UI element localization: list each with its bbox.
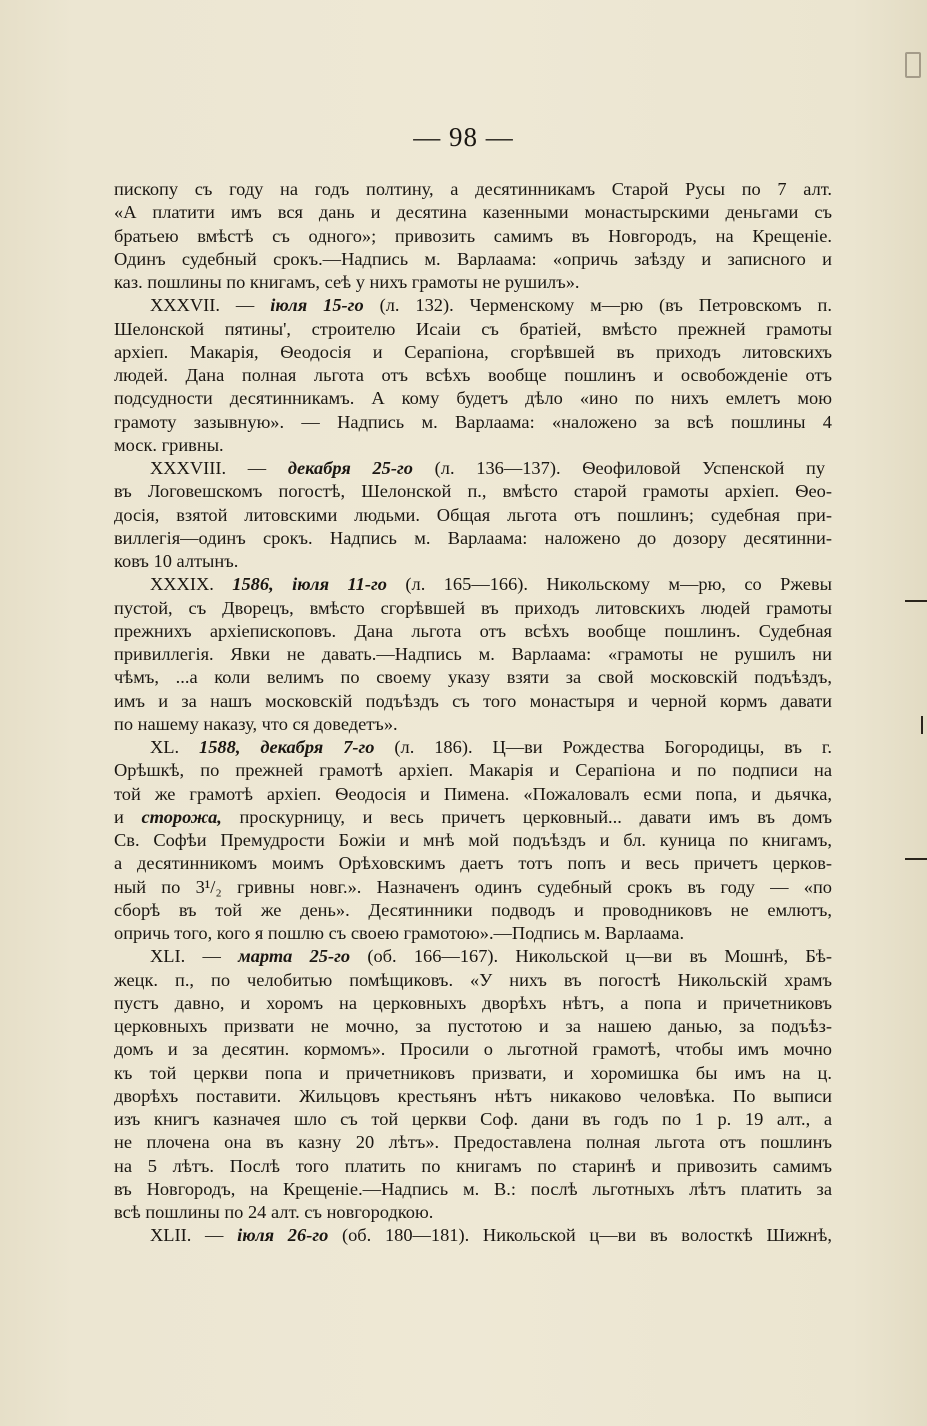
text-line: на 5 лѣтъ. Послѣ того платить по книгамъ по старинѣ и привозить самимъ (114, 1155, 832, 1176)
text-line: церковныхъ призвати не мочно, за пустотою и за нашею данью, за подъѣз- (114, 1016, 832, 1036)
text-line: опричь того, кого я пошлю съ своею грамотою».—Подпись м. Варлаама. (114, 923, 685, 943)
edge-tick-mark-2 (905, 858, 927, 860)
text-line: Св. Софѣи Премудрости Божіи и мнѣ мой подъѣздъ и бл. куница по книгамъ, (114, 830, 832, 850)
text-line: каз. пошлины по книгамъ, сеѣ у нихъ грамоты не рушилъ». (114, 272, 580, 292)
date-emphasis: марта 25-го (238, 946, 351, 967)
text-fragment: (л. 165—166). Никольскому м—рю, со Ржевы (386, 574, 832, 595)
text-fragment: XLII. — (150, 1225, 238, 1246)
text-line: ный по 3¹/₂ гривны новг.». Назначенъ одинъ судебный срокъ въ году — «по (114, 876, 832, 897)
text-line: жецк. п., по челобитью помѣщиковъ. «У нихъ въ погостѣ Никольскій храмъ (114, 969, 832, 990)
text-line: архіеп. Макарія, Ѳеодосія и Серапіона, сгорѣвшей въ приходъ литовскихъ (114, 341, 832, 362)
text-line: Шелонской пятины', строителю Исаіи съ братіей, вмѣсто прежней грамоты (114, 318, 832, 339)
date-emphasis: іюля 15-го (270, 295, 364, 316)
edge-tick-mark-3 (921, 716, 923, 734)
text-line: досія, взятой литовскими людьми. Общая льгота отъ пошлинъ; судебная при- (114, 504, 832, 525)
text-fragment: (об. 180—181). Никольской ц—ви въ волосткѣ Шижнѣ, (328, 1225, 832, 1246)
text-line: имъ и за нашъ московскій подъѣздъ съ того монастыря и черной кормъ давати (114, 690, 832, 711)
text-fragment: проскурницу, и весь причетъ церковный... давати имъ въ домъ (221, 806, 832, 827)
text-line: чѣмъ, ...а коли велимъ по своему указу взяти за свой московскій подъѣздъ, (114, 667, 832, 688)
text-line: той же грамотѣ архіеп. Ѳеодосія и Пимена. «Пожаловалъ есми попа, и дьячка, (114, 783, 832, 804)
text-fragment: XL. (150, 737, 200, 757)
text-line: Орѣшкѣ, по прежней грамотѣ архіеп. Макарія и Серапіона и по подписи на (114, 760, 832, 781)
text-fragment: (об. 166—167). Никольской ц—ви въ Мошнѣ, Бѣ- (350, 946, 832, 967)
text-line: прежнихъ архіепископовъ. Дана льгота отъ всѣхъ вообще пошлинъ. Судебная (114, 620, 832, 641)
text-fragment: (л. 186). Ц—ви Рождества Богородицы, въ г. (374, 737, 832, 757)
date-emphasis: іюля 26-го (237, 1225, 329, 1246)
text-line: ковъ 10 алтынъ. (114, 551, 239, 571)
edge-tick-mark-1 (905, 600, 927, 602)
text-fragment: и (114, 806, 142, 827)
text-fragment: XXXIX. (150, 574, 233, 595)
text-line: въ Новгородъ, на Крещеніе.—Надпись м. В.: послѣ льготныхъ лѣтъ платить за (114, 1178, 832, 1199)
text-line (114, 457, 825, 480)
text-line: дворѣхъ поставити. Жильцовъ крестьянъ нѣтъ никаково человѣка. По выписи (114, 1085, 832, 1106)
text-line: сборѣ въ той же день». Десятинники подводъ и проводниковъ не емлютъ, (114, 899, 832, 920)
text-line (114, 806, 832, 829)
date-emphasis: 1588, декабря 7-го (199, 737, 375, 757)
date-emphasis: 1586, іюля 11-го (232, 574, 387, 595)
text-line (114, 736, 832, 759)
text-fragment: XXXVII. — (150, 295, 271, 316)
text-line (114, 945, 832, 968)
text-line: домъ и за десятин. кормомъ». Просили о льготной грамотѣ, чтобы имъ мочно (114, 1039, 832, 1060)
text-line: братьею вмѣстѣ съ одного»; привозить самимъ въ Новгородъ, на Крещеніе. (114, 225, 832, 246)
text-line: всѣ пошлины по 24 алт. съ новгородкою. (114, 1202, 434, 1222)
text-fragment: (л. 136—137). Ѳеофиловой Успенской пу (413, 458, 825, 478)
text-line: пископу съ году на годъ полтину, а десятинникамъ Старой Русы по 7 алт. (114, 179, 832, 199)
text-line: людей. Дана полная льгота отъ всѣхъ вообще пошлинъ и освобожденіе отъ (114, 365, 832, 385)
text-line: изъ книгъ казначея шло съ той церкви Соф. дани въ годъ по 1 р. 19 алт., а (114, 1109, 832, 1129)
text-line: а десятинникомъ моимъ Орѣховскимъ даетъ тотъ попъ и весь причетъ церков- (114, 853, 832, 874)
text-line: пустъ давно, и хоромъ на церковныхъ дворѣхъ нѣтъ, а попа и причетниковъ (114, 992, 832, 1013)
text-line (114, 573, 832, 596)
text-line: въ Логовешскомъ погостѣ, Шелонской п., вмѣсто старой грамоты архіеп. Ѳео- (114, 481, 832, 502)
text-line (114, 294, 832, 317)
text-line: по нашему наказу, что ся доведетъ». (114, 713, 398, 734)
text-line: виллегія—одинъ срокъ. Надпись м. Варлаама: наложено до дозору десятинни- (114, 527, 832, 548)
text-line: къ той церкви попа и причетниковъ призвати, и хоромишка бы имъ на ц. (114, 1062, 832, 1083)
text-line: пустой, съ Дворецъ, вмѣсто сгорѣвшей въ приходъ литовскихъ людей грамоты (114, 597, 832, 618)
text-line: подсудности десятинникамъ. А кому будетъ дѣло «ино по нихъ емлетъ мою (114, 388, 832, 409)
date-emphasis: сторожа, (141, 806, 222, 827)
text-fragment: XXXVIII. — (150, 458, 288, 478)
text-fragment: (л. 132). Черменскому м—рю (въ Петровскомъ п. (363, 295, 832, 316)
text-line (114, 1224, 832, 1247)
text-line: моск. гривны. (114, 434, 224, 455)
corner-bracket-mark (905, 52, 921, 78)
body-text (114, 178, 832, 1248)
date-emphasis: декабря 25-го (287, 458, 413, 478)
page-number: — 98 — (413, 122, 514, 152)
text-line: Одинъ судебный срокъ.—Надпись м. Варлаама: «опричь заѣзду и записного и (114, 248, 832, 269)
text-line: грамоту зазывную». — Надпись м. Варлаама: «наложено за всѣ пошлины 4 (114, 411, 832, 432)
text-line: «А платити имъ вся дань и десятина казенными монастырскими деньгами съ (114, 202, 832, 223)
text-line: не плочена она въ казну 20 лѣтъ». Предоставлена полная льгота отъ пошлинъ (114, 1132, 832, 1153)
text-line: привиллегія. Явки не давать.—Надпись м. Варлаама: «грамоты не рушилъ ни (114, 644, 832, 664)
text-fragment: XLI. — (150, 946, 239, 967)
